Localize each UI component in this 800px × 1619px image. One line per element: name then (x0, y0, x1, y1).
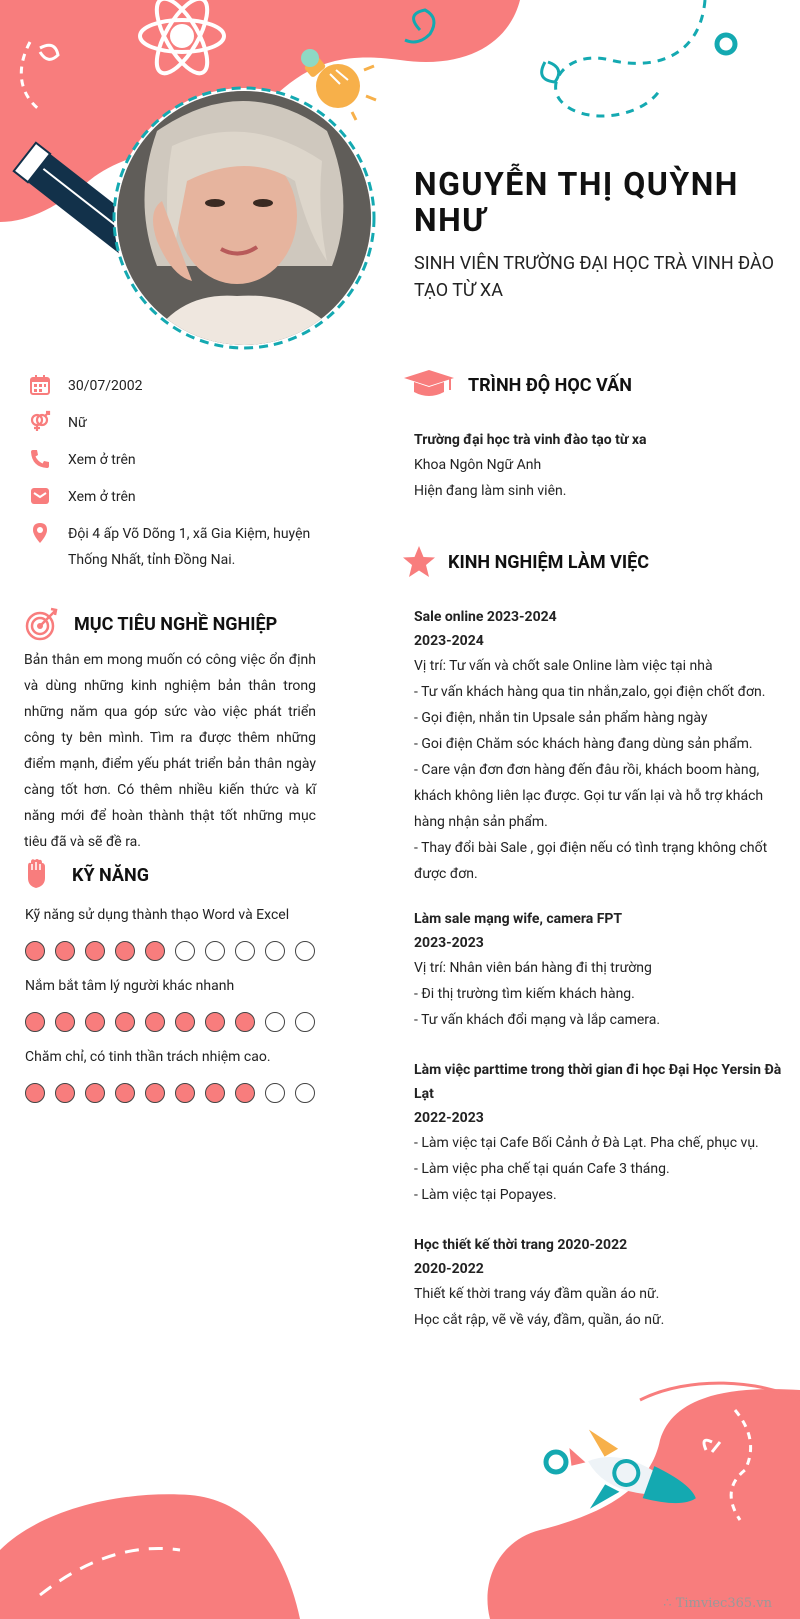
job-period: 2023-2023 (414, 935, 484, 951)
skill-dot-filled (85, 1012, 105, 1032)
skill-dot-filled (175, 1012, 195, 1032)
job-line: - Care vận đơn đơn hàng đến đâu rồi, khách boom hàng, khách không liên lạc được. Gọi tư vấn lại và hỗ trợ khách hàng nhận sản phẩm. (414, 762, 764, 830)
fist-icon (24, 858, 48, 892)
skill-dot-filled (235, 1083, 255, 1103)
skill-dot-filled (55, 1012, 75, 1032)
objective-text: Bản thân em mong muốn có công việc ổn định và dùng những kinh nghiệm bản thân trong những năm qua góp sức vào việc phát triển công ty bên mình. Tìm ra được thêm những điểm mạnh, điểm yếu phát triển bản thân ngày càng tốt hơn. Có thêm nhiều kiến thức và kĩ năng mới để hoàn thành thật tốt những mục tiêu đã và sẽ đề ra. (24, 652, 316, 850)
job-line: - Tư vấn khách hàng qua tin nhắn,zalo, gọi điện chốt đơn. (414, 684, 766, 700)
watermark: ∴ Timviec365.vn (663, 1596, 772, 1611)
contact-dob (28, 373, 358, 399)
gender-icon (28, 410, 52, 434)
job-period: 2023-2024 (414, 633, 484, 649)
experience-item (414, 1058, 784, 1208)
calendar-icon (28, 373, 52, 397)
skill-label: Kỹ năng sử dụng thành thạo Word và Excel (25, 907, 290, 923)
skill-dot-filled (145, 941, 165, 961)
education-block (414, 428, 784, 504)
skill-dot-empty (235, 941, 255, 961)
education-line: Hiện đang làm sinh viên. (414, 483, 567, 499)
job-period: 2020-2022 (414, 1261, 484, 1277)
skill-dot-filled (55, 941, 75, 961)
job-line: Thiết kế thời trang váy đầm quần áo nữ. (414, 1286, 660, 1302)
job-line: - Gọi điện, nhắn tin Upsale sản phẩm hàng ngày (414, 710, 708, 726)
star-icon (402, 545, 436, 579)
skill-dot-filled (205, 1083, 225, 1103)
education-header (402, 368, 632, 402)
email-text: Xem ở trên (68, 489, 136, 505)
candidate-name: NGUYỄN THỊ QUỲNH NHƯ (414, 165, 739, 239)
experience-title: KINH NGHIỆM LÀM VIỆC (448, 551, 650, 573)
skills-title: KỸ NĂNG (72, 864, 149, 886)
job-line: - Làm việc pha chế tại quán Cafe 3 tháng. (414, 1161, 670, 1177)
skill-dot-empty (295, 941, 315, 961)
job-title: Làm sale mạng wife, camera FPT (414, 911, 623, 927)
skill-rating (25, 941, 325, 961)
candidate-subtitle: SINH VIÊN TRƯỜNG ĐẠI HỌC TRÀ VINH ĐÀO TẠO TỪ XA (414, 253, 775, 301)
portrait-photo (117, 91, 371, 345)
skill-label: Chăm chỉ, có tinh thần trách nhiệm cao. (25, 1049, 271, 1065)
phone-icon (28, 447, 52, 471)
skill-dot-filled (85, 941, 105, 961)
skills-header (24, 858, 149, 892)
job-line: - Thay đổi bài Sale , gọi điện nếu có tình trạng không chốt được đơn. (414, 840, 768, 882)
school-name: Trường đại học trà vinh đào tạo từ xa (414, 432, 647, 448)
skill-dot-filled (25, 941, 45, 961)
gender-text: Nữ (68, 415, 87, 431)
graduation-cap-icon (402, 368, 456, 402)
experience-item (414, 1233, 784, 1333)
job-title: Sale online 2023-2024 (414, 609, 557, 625)
job-line: Vị trí: Tư vấn và chốt sale Online làm việc tại nhà (414, 658, 713, 674)
skill-dot-empty (265, 941, 285, 961)
objective-title: MỤC TIÊU NGHỀ NGHIỆP (74, 613, 278, 635)
skill-dot-filled (25, 1083, 45, 1103)
objective-header (24, 606, 277, 642)
contact-email (28, 484, 358, 510)
skill-dot-empty (175, 941, 195, 961)
avatar (117, 91, 371, 345)
address-text: Đội 4 ấp Võ Dõng 1, xã Gia Kiệm, huyện Thống Nhất, tỉnh Đồng Nai. (68, 526, 311, 568)
experience-header (402, 545, 649, 579)
job-line: - Làm việc tại Popayes. (414, 1187, 557, 1203)
job-line: Vị trí: Nhân viên bán hàng đi thị trường (414, 960, 652, 976)
skill-dot-filled (115, 941, 135, 961)
job-title: Học thiết kế thời trang 2020-2022 (414, 1237, 628, 1253)
skill-dot-filled (145, 1012, 165, 1032)
skill-dot-filled (205, 1012, 225, 1032)
education-title: TRÌNH ĐỘ HỌC VẤN (468, 374, 632, 396)
target-icon (24, 606, 60, 642)
job-line: - Goi điện Chăm sóc khách hàng đang dùng sản phẩm. (414, 736, 753, 752)
skill-label: Nắm bắt tâm lý người khác nhanh (25, 978, 235, 994)
location-icon (28, 521, 52, 545)
skill-rating (25, 1083, 325, 1103)
skill-dot-filled (145, 1083, 165, 1103)
job-line: Học cắt rập, vẽ về váy, đầm, quần, áo nữ. (414, 1312, 665, 1328)
skill-dot-filled (175, 1083, 195, 1103)
phone-text: Xem ở trên (68, 452, 136, 468)
job-title: Làm việc parttime trong thời gian đi học Đại Học Yersin Đà Lạt (414, 1062, 782, 1102)
job-line: - Đi thị trường tìm kiếm khách hàng. (414, 986, 635, 1002)
contact-gender (28, 410, 358, 436)
dob-text: 30/07/2002 (68, 378, 143, 394)
skill-dot-filled (235, 1012, 255, 1032)
contact-phone (28, 447, 358, 473)
job-line: - Làm việc tại Cafe Bối Cảnh ở Đà Lạt. Pha chế, phục vụ. (414, 1135, 759, 1151)
skill-dot-filled (85, 1083, 105, 1103)
email-icon (28, 484, 52, 508)
experience-item (414, 605, 784, 887)
skill-dot-filled (115, 1083, 135, 1103)
job-period: 2022-2023 (414, 1110, 484, 1126)
job-line: - Tư vấn khách đổi mạng và lắp camera. (414, 1012, 661, 1028)
footer-decoration (0, 1380, 800, 1619)
skill-dot-empty (295, 1083, 315, 1103)
experience-item (414, 907, 784, 1033)
watermark-text: Timviec365.vn (675, 1596, 772, 1611)
skill-dot-empty (265, 1083, 285, 1103)
skill-dot-empty (295, 1012, 315, 1032)
skill-dot-empty (205, 941, 225, 961)
skill-dot-empty (265, 1012, 285, 1032)
skill-dot-filled (115, 1012, 135, 1032)
skill-rating (25, 1012, 325, 1032)
education-line: Khoa Ngôn Ngữ Anh (414, 457, 542, 473)
contact-address (28, 521, 358, 573)
skill-dot-filled (25, 1012, 45, 1032)
skill-dot-filled (55, 1083, 75, 1103)
